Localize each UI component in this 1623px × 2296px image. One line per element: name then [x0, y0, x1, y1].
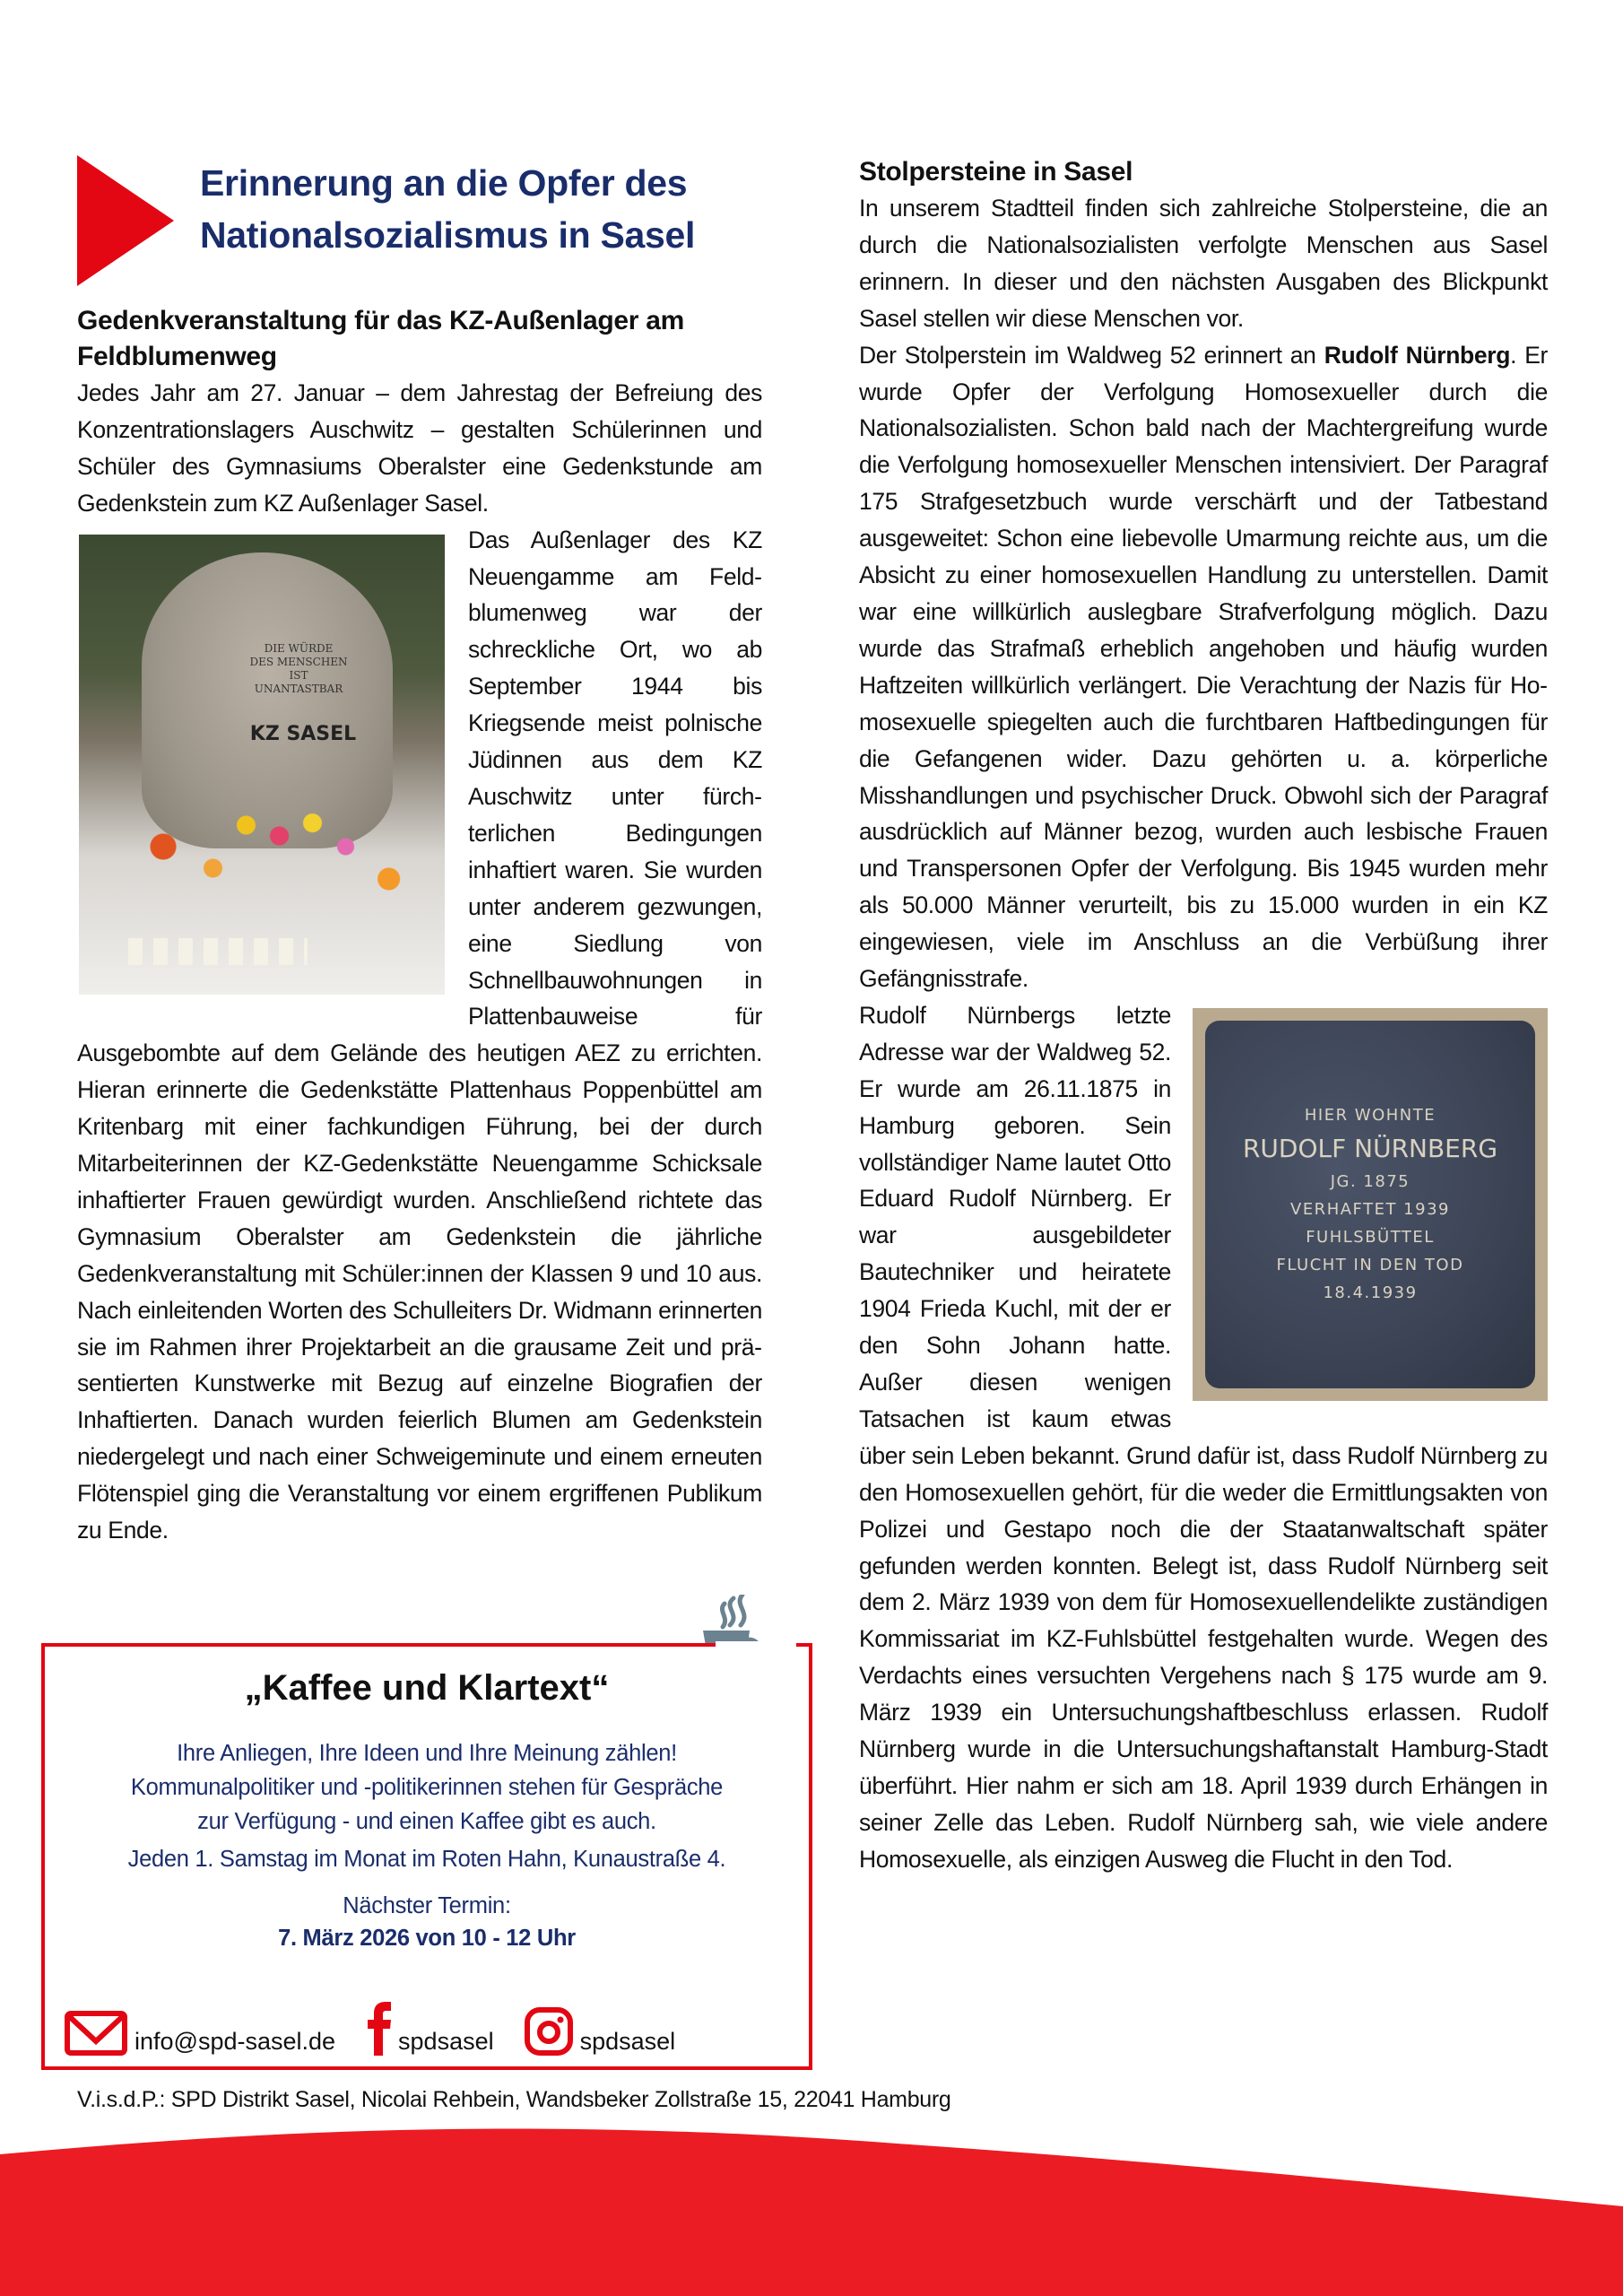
plate-name: RUDOLF NÜRNBERG [1242, 1134, 1498, 1164]
plate-line: FLUCHT IN DEN TOD [1276, 1256, 1464, 1275]
right-column [859, 154, 1548, 1878]
title-line-2: Nationalsozialismus in Sasel [200, 214, 696, 256]
section-heading-gedenkveranstaltung: Gedenkveranstaltung für das KZ-Außenlager am Feldblumenweg [77, 306, 684, 371]
rudolf-paragraph [859, 337, 1548, 997]
kaffee-schedule: Jeden 1. Samstag im Monat im Roten Hahn, Kunaustraße 4. [127, 1847, 726, 1872]
mail-icon [65, 2011, 127, 2056]
stone-inscription [213, 642, 384, 696]
kaffee-und-klartext-box [41, 1643, 812, 2070]
inscription-line: UNANTASTBAR [254, 682, 343, 695]
stolpersteine-intro-paragraph: In unserem Stadtteil finden sich zahlreiche Stolpersteine, die an durch die Nationalsozialisten verfolgte Menschen aus Sasel erinnern. In dieser und den nächsten Ausgaben des Blickpunkt Sasel stellen wir diese Menschen vor. [859, 195, 1548, 332]
stone-kz-label: KZ SASEL [249, 722, 357, 745]
imprint: V.i.s.d.P.: SPD Distrikt Sasel, Nicolai Rehbein, Wandsbeker Zollstraße 15, 22041 Hamburg [77, 2087, 951, 2112]
flowers [97, 804, 429, 911]
footer-red-wave [0, 2126, 1623, 2296]
plate-line: HIER WOHNTE [1304, 1106, 1436, 1126]
text-span: . Er wurde Opfer der Verfolgung Homosexueller durch die Nationalsozialisten. Schon bald nach der Machtergreifung wurde die Verfolgung homosexueller Menschen intensiviert. Der Paragraf 175 Strafgesetzbuch wurde verschärft und der Tatbestand ausgeweitet: Schon eine liebevolle Umarmung reichte aus, um die Absicht zu einer homosexuellen Handlung zu unterstellen. Damit war eine willkürlich auslegbare Strafverfolgung möglich. Dazu wurde das Strafmaß erheblich angehoben und häufig wurden Haftzeiten willkürlich verlängert. Die Verachtung der Nazis für Homosexuelle spiegelten auch die furchtbaren Haftbedingungen für die Gefangenen wider. Dazu gehörten u. a. körperliche Misshandlungen und psychischer Druck. Obwohl sich der Paragraf ausdrücklich auf Männer bezog, wurden auch lesbische Frauen und Transpersonen Opfer der Verfolgung. Bis 1945 wurden mehr als 50.000 Männer verurteilt, bis zu 15.000 wurden in ein KZ eingewiesen, viele im Anschluss an die Verbüßung ihrer Gefängnisstrafe. [859, 341, 1549, 993]
instagram-icon [525, 2007, 573, 2056]
inscription-line: DES MENSCHEN [249, 655, 348, 668]
biography-paragraph: Rudolf Nürnbergs letzte Adresse war der Waldweg 52. Er wurde am 26.11.1875 in Hamburg geboren. Sein vollständiger Name lautet Otto Eduard Rudolf Nürnberg. Er war ausgebildeter Bautechniker und heiratete 1904 Frieda Kuchl, mit der er den Sohn Johann hatte. Außer diesen wenigen Tatsachen ist kaum etwas über sein Leben bekannt. Grund dafür ist, dass Rudolf Nürnberg zu den Homosexuellen gehört, für die weder die Ermittlungsakten von Polizei und Gestapo noch die der Staatanwaltschaft später gefunden werden konnten. Belegt ist, dass Rudolf Nürnberg seit dem 2. März 1939 von dem für Homosexuellendelikte zuständigen Kommissariat im KZ-Fuhlsbüttel festgehalten wurde. Wegen des Verdachts eines versuchten Vergehens nach § 175 wurde am 9. März 1939 ein Untersuchungshaftbeschluss erlassen. Rudolf Nürnberg wurde in die Untersuchungshaftanstalt Hamburg-Stadt überführt. Hier nahm er sich am 18. April 1939 durch Erhängen in seiner Zelle das Leben. Rudolf Nürnberg sah, wie viele andere Homosexuelle, als einzigen Ausweg die Flucht in den Tod. [859, 1001, 1548, 1873]
kaffee-title: „Kaffee und Klartext“ [244, 1668, 610, 1708]
left-column [77, 151, 762, 1549]
intro-paragraph: Jedes Jahr am 27. Januar – dem Jahrestag der Befreiung des Konzentrationslagers Auschwitz – gestalten Schülerinnen und Schüler des Gymnasiums Oberalster eine Gedenkstunde am Gedenkstein zum KZ Außenlager Sasel. [77, 379, 762, 517]
facebook-icon [366, 2002, 391, 2056]
inscription-line: DIE WÜRDE [264, 641, 334, 655]
title-line-1: Erinnerung an die Opfer des [200, 162, 688, 204]
person-name: Rudolf Nürnberg [1324, 341, 1511, 369]
memorial-paragraph: Das Außenlager des KZ Neuengamme am Feldblumenweg war der schreckliche Ort, wo ab September 1944 bis Kriegsende meist polnische Jüdinnen aus dem KZ Auschwitz unter fürchterlichen Bedingungen inhaftiert waren. Sie wurden unter anderem gezwungen, eine Siedlung von Schnellbauwohnungen in Plattenbauweise für Ausgebombte auf dem Gelände des heutigen AEZ zu errichten. Hieran erinnerte die Gedenkstätte Plattenhaus Poppenbüttel am Kritenbarg mit einer fachkundigen Führung, bei der durch Mitarbeiterinnen der KZ-Gedenkstätte Neuengamme Schicksale inhaftierter Frauen gewürdigt wurden. Anschließend richtete das Gymnasium Oberalster am Gedenkstein die jährliche Gedenkveranstaltung mit Schüler:innen der Klassen 9 und 10 aus. Nach einleitenden Worten des Schulleiters Dr. Widmann erinnerten sie im Rahmen ihrer Projektarbeit an die grausame Zeit und präsentierten Kunstwerke mit Bezug auf einzelne Biografien der Inhaftierten. Danach wurden feierlich Blumen am Gedenkstein niedergelegt und nach einer Schweigeminute und einem erneuten Flötenspiel ging die Veranstaltung vor einem ergriffenen Publikum zu Ende. [77, 526, 762, 1544]
email-contact[interactable] [65, 2011, 335, 2056]
next-date: 7. März 2026 von 10 - 12 Uhr [278, 1926, 576, 1951]
red-triangle-icon [77, 155, 174, 286]
kaffee-line: Kommunalpolitiker und -politikerinnen stehen für Gespräche [130, 1775, 724, 1800]
email-link[interactable]: info@spd-sasel.de [135, 2028, 336, 2055]
plate-line: VERHAFTET 1939 [1290, 1200, 1450, 1220]
border-gap [716, 1641, 796, 1648]
section-heading-stolpersteine: Stolpersteine in Sasel [859, 157, 1133, 187]
stolperstein-photo [1193, 1008, 1548, 1401]
stolperstein-plate [1205, 1021, 1535, 1388]
contact-row [65, 2002, 706, 2056]
candles [128, 938, 308, 965]
memorial-stone-photo [79, 535, 445, 995]
title-block [77, 151, 762, 303]
next-date-label: Nächster Termin: [343, 1893, 511, 1918]
kaffee-line: zur Verfügung - und einen Kaffee gibt es auch. [197, 1809, 656, 1834]
instagram-handle[interactable]: spdsasel [579, 2028, 676, 2055]
kaffee-line: Ihre Anliegen, Ihre Ideen und Ihre Meinung zählen! [177, 1741, 677, 1766]
instagram-contact[interactable] [525, 2007, 676, 2056]
inscription-line: IST [289, 668, 308, 682]
facebook-contact[interactable] [366, 2002, 494, 2056]
facebook-handle[interactable]: spdsasel [398, 2028, 494, 2055]
plate-line: JG. 1875 [1330, 1172, 1410, 1192]
text-span: Der Stolperstein im Waldweg 52 erinnert an [859, 341, 1324, 369]
plate-line: 18.4.1939 [1323, 1283, 1418, 1303]
kaffee-description [45, 1736, 809, 1839]
page-title [200, 157, 695, 261]
plate-line: FUHLSBÜTTEL [1306, 1228, 1435, 1248]
